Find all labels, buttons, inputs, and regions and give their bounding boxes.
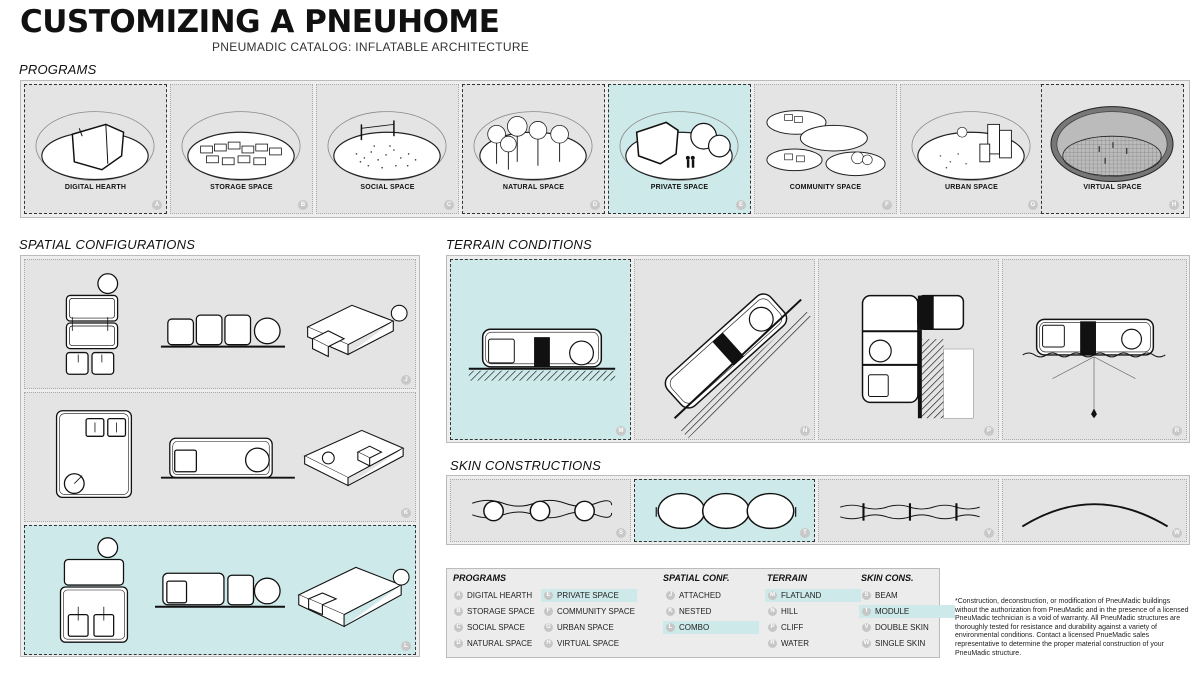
legend-label: MODULE: [875, 607, 910, 616]
legend-letter-badge: R: [768, 639, 777, 648]
beam-illustration: [451, 480, 630, 541]
programs-panel: [20, 80, 1190, 218]
legend-letter-badge: H: [544, 639, 553, 648]
legend-label: COMBO: [679, 623, 710, 632]
skin-double[interactable]: [818, 479, 999, 542]
program-name: SOCIAL SPACE: [360, 184, 415, 191]
program-virtual-space[interactable]: [1041, 84, 1184, 214]
legend-item-community-space: [541, 605, 637, 618]
private-space-illustration: [609, 85, 750, 213]
terrain-water[interactable]: [1002, 259, 1187, 440]
cliff-illustration: [819, 260, 998, 439]
legend-label: COMMUNITY SPACE: [557, 607, 635, 616]
program-letter: B: [298, 200, 308, 210]
terrain-letter: R: [1172, 426, 1182, 436]
legend-item-cliff: [765, 621, 861, 634]
legend-label: PRIVATE SPACE: [557, 591, 619, 600]
community-space-illustration: [755, 85, 896, 213]
skin-letter: T: [800, 528, 810, 538]
storage-space-illustration: [171, 85, 312, 213]
program-name: COMMUNITY SPACE: [789, 184, 862, 191]
legend-spatial-heading: SPATIAL CONF.: [663, 573, 730, 583]
urban-space-illustration: [901, 85, 1042, 213]
legend-label: WATER: [781, 639, 809, 648]
terrain-letter: P: [984, 426, 994, 436]
spatial-letter: K: [401, 508, 411, 518]
program-social-space[interactable]: [316, 84, 459, 214]
spatial-attached[interactable]: [24, 259, 416, 389]
program-name: PRIVATE SPACE: [650, 184, 709, 191]
terrain-letter: M: [616, 426, 626, 436]
skin-letter: W: [1172, 528, 1182, 538]
attached-illustration: [25, 260, 415, 388]
program-letter: G: [1028, 200, 1038, 210]
program-natural-space[interactable]: [462, 84, 605, 214]
skin-single[interactable]: [1002, 479, 1187, 542]
legend-item-virtual-space: [541, 637, 637, 650]
program-digital-hearth[interactable]: [24, 84, 167, 214]
legend-label: DOUBLE SKIN: [875, 623, 929, 632]
program-letter: C: [444, 200, 454, 210]
disclaimer: *Construction, deconstruction, or modification of PneuMadic buildings without the authorization from PneuMadic and in the presence of a licensed PneuMadic technician is a void of warranty. All PneuMadic structures are thoroughly tested for resistance and durability against a variety of environmental conditions. Contact a licensed PnueMadic sales representative to determine the proper material construction of your PneuMadic structure.: [955, 598, 1189, 657]
program-letter: H: [1169, 200, 1179, 210]
skin-beam[interactable]: [450, 479, 631, 542]
legend-label: VIRTUAL SPACE: [557, 639, 620, 648]
program-letter: A: [152, 200, 162, 210]
legend-letter-badge: C: [454, 623, 463, 632]
spatial-panel: [20, 255, 420, 657]
legend-letter-badge: F: [544, 607, 553, 616]
legend-label: HILL: [781, 607, 798, 616]
legend: [446, 568, 940, 658]
legend-letter-badge: S: [862, 591, 871, 600]
page-subtitle: PNEUMADIC CATALOG: INFLATABLE ARCHITECTURE: [212, 40, 530, 54]
single-skin-illustration: [1003, 480, 1186, 541]
terrain-heading: TERRAIN CONDITIONS: [446, 237, 592, 252]
page-title: CUSTOMIZING A PNEUHOME: [20, 4, 500, 40]
legend-item-social-space: [451, 621, 547, 634]
legend-item-natural-space: [451, 637, 547, 650]
legend-item-hill: [765, 605, 861, 618]
legend-letter-badge: B: [454, 607, 463, 616]
skin-letter: S: [616, 528, 626, 538]
hill-illustration: [635, 260, 814, 439]
skin-letter: V: [984, 528, 994, 538]
legend-letter-badge: P: [768, 623, 777, 632]
legend-label: URBAN SPACE: [557, 623, 614, 632]
legend-label: CLIFF: [781, 623, 804, 632]
program-letter: D: [590, 200, 600, 210]
terrain-hill[interactable]: [634, 259, 815, 440]
legend-letter-badge: M: [770, 592, 775, 598]
social-space-illustration: [317, 85, 458, 213]
legend-item-module: [859, 605, 955, 618]
legend-item-nested: [663, 605, 759, 618]
skin-module[interactable]: [634, 479, 815, 542]
legend-programs-heading: PROGRAMS: [453, 573, 507, 583]
legend-letter-badge: G: [544, 623, 553, 632]
legend-item-storage-space: [451, 605, 547, 618]
legend-item-beam: [859, 589, 955, 602]
legend-letter-badge: D: [454, 639, 463, 648]
water-illustration: [1003, 260, 1186, 439]
virtual-space-illustration: [1042, 85, 1183, 213]
legend-letter-badge: E: [544, 591, 553, 600]
legend-letter-badge: J: [666, 591, 675, 600]
legend-skin-heading: SKIN CONS.: [861, 573, 914, 583]
legend-item-single-skin: [859, 637, 955, 650]
terrain-flatland[interactable]: [450, 259, 631, 440]
natural-space-illustration: [463, 85, 604, 213]
spatial-nested[interactable]: [24, 392, 416, 522]
legend-label: BEAM: [875, 591, 898, 600]
legend-letter-badge: K: [666, 607, 675, 616]
legend-label: STORAGE SPACE: [467, 607, 535, 616]
program-letter: E: [736, 200, 746, 210]
program-name: DIGITAL HEARTH: [64, 184, 127, 191]
program-letter: F: [882, 200, 892, 210]
program-community-space[interactable]: [754, 84, 897, 214]
program-name: NATURAL SPACE: [502, 184, 565, 191]
spatial-letter: L: [401, 641, 411, 651]
legend-item-digital-hearth: [451, 589, 547, 602]
spatial-heading: SPATIAL CONFIGURATIONS: [19, 237, 196, 252]
spatial-combo[interactable]: [24, 525, 416, 655]
spatial-letter: J: [401, 375, 411, 385]
legend-label: NESTED: [679, 607, 712, 616]
legend-letter-badge: N: [768, 607, 777, 616]
digital-hearth-illustration: [25, 85, 166, 213]
legend-item-flatland: [765, 589, 861, 602]
program-urban-space[interactable]: [900, 84, 1043, 214]
terrain-letter: N: [800, 426, 810, 436]
legend-label: SOCIAL SPACE: [467, 623, 525, 632]
legend-terrain-heading: TERRAIN: [767, 573, 807, 583]
legend-item-private-space: [541, 589, 637, 602]
legend-label: ATTACHED: [679, 591, 721, 600]
legend-label: NATURAL SPACE: [467, 639, 533, 648]
legend-label: SINGLE SKIN: [875, 639, 926, 648]
legend-item-combo: [663, 621, 759, 634]
legend-label: FLATLAND: [781, 591, 822, 600]
nested-illustration: [25, 393, 415, 521]
flatland-illustration: [451, 260, 630, 439]
legend-item-double-skin: [859, 621, 955, 634]
legend-letter-badge: W: [863, 640, 870, 646]
terrain-cliff[interactable]: [818, 259, 999, 440]
program-private-space[interactable]: [608, 84, 751, 214]
legend-item-attached: [663, 589, 759, 602]
legend-item-urban-space: [541, 621, 637, 634]
program-storage-space[interactable]: [170, 84, 313, 214]
programs-heading: PROGRAMS: [19, 62, 97, 77]
legend-letter-badge: L: [666, 623, 675, 632]
legend-letter-badge: T: [862, 607, 871, 616]
combo-illustration: [25, 526, 415, 654]
program-name: VIRTUAL SPACE: [1083, 184, 1142, 191]
legend-letter-badge: V: [862, 623, 871, 632]
terrain-panel: [446, 255, 1190, 443]
legend-item-water: [765, 637, 861, 650]
double-skin-illustration: [819, 480, 998, 541]
skin-heading: SKIN CONSTRUCTIONS: [450, 458, 601, 473]
module-illustration: [635, 480, 814, 541]
skin-panel: [446, 475, 1190, 545]
program-name: URBAN SPACE: [944, 184, 999, 191]
program-name: STORAGE SPACE: [210, 184, 273, 191]
legend-letter-badge: A: [454, 591, 463, 600]
legend-label: DIGITAL HEARTH: [467, 591, 533, 600]
